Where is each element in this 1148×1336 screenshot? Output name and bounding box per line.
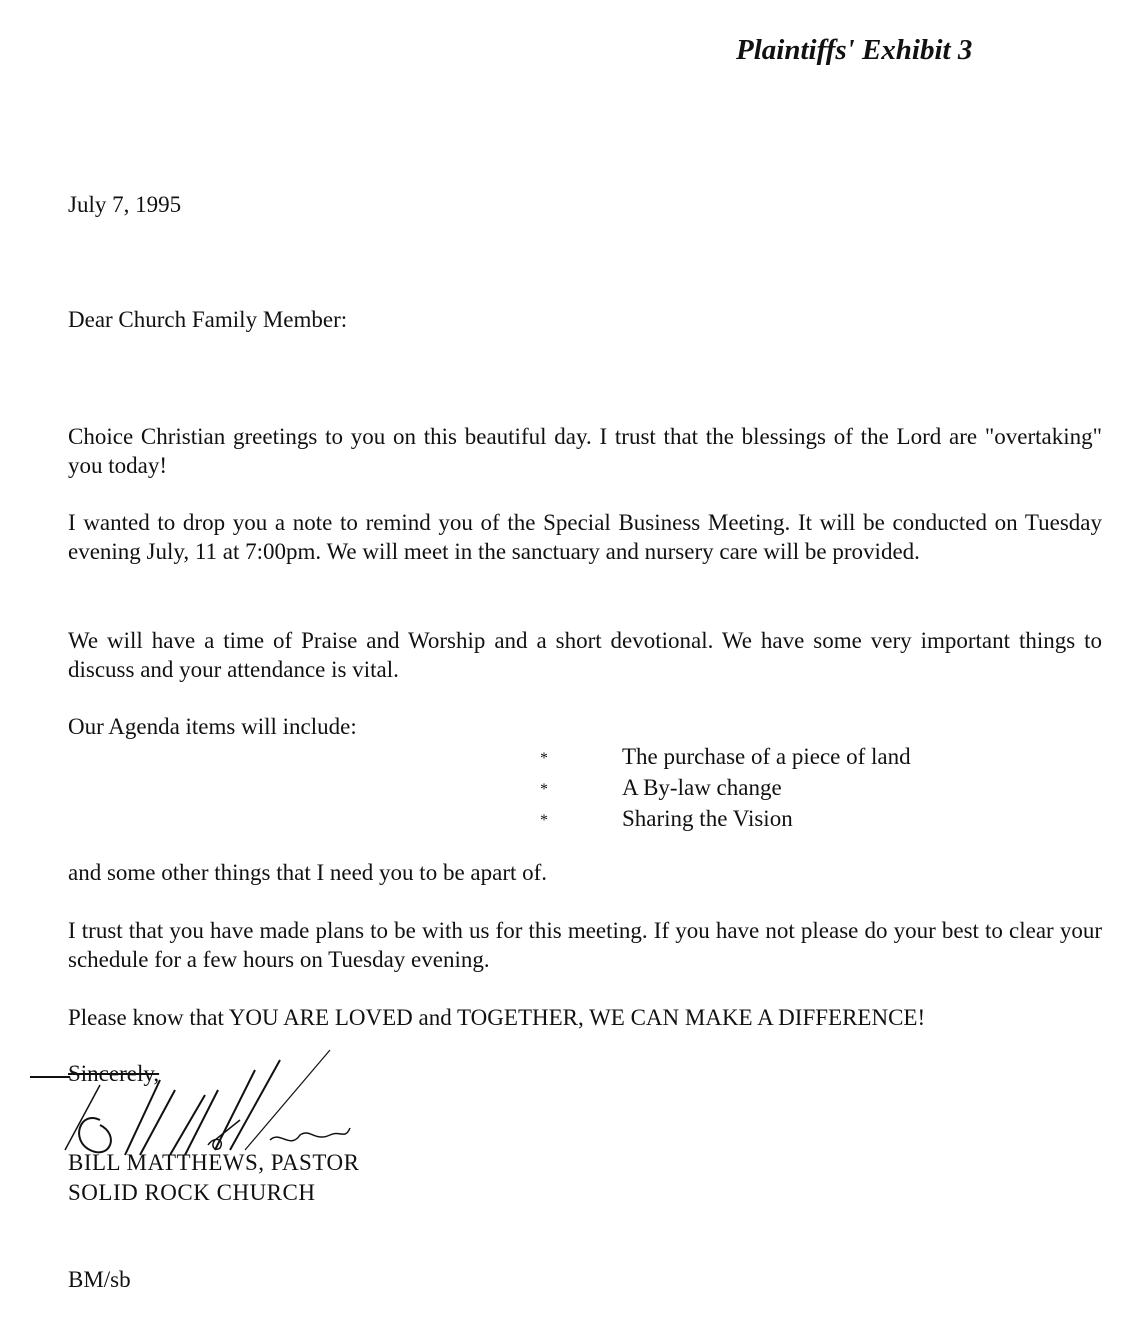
asterisk-bullet-icon: * — [540, 781, 548, 798]
salutation: Dear Church Family Member: — [68, 307, 348, 332]
paragraph-meeting-reminder: I wanted to drop you a note to remind you of the Special Business Meeting. It will be conducted on Tuesday evening July, 11 at 7:00pm. We will meet in the sanctuary and nursery care will be provided. — [68, 510, 1102, 564]
agenda-list — [540, 742, 911, 835]
paragraph-other-things: and some other things that I need you to be apart of. — [68, 860, 548, 885]
paragraph-plans: I trust that you have made plans to be with us for this meeting. If you have not please do your best to clear your schedule for a few hours on Tuesday evening. — [68, 918, 1102, 972]
closing: Sincerely, — [68, 1061, 160, 1086]
letter-date: July 7, 1995 — [68, 192, 182, 217]
exhibit-label: Plaintiffs' Exhibit 3 — [736, 34, 973, 66]
agenda-item-text: The purchase of a piece of land — [622, 744, 911, 769]
asterisk-bullet-icon: * — [540, 750, 548, 767]
paragraph-agenda-intro: Our Agenda items will include: — [68, 714, 357, 739]
agenda-item — [540, 773, 911, 804]
agenda-item-text: A By-law change — [622, 775, 782, 800]
agenda-item — [540, 804, 911, 835]
agenda-item — [540, 742, 911, 773]
asterisk-bullet-icon: * — [540, 812, 548, 829]
agenda-item-text: Sharing the Vision — [622, 806, 793, 831]
paragraph-worship: We will have a time of Praise and Worship and a short devotional. We have some very important things to discuss and your attendance is vital. — [68, 628, 1102, 682]
typist-initials: BM/sb — [68, 1267, 131, 1292]
paragraph-loved: Please know that YOU ARE LOVED and TOGETHER, WE CAN MAKE A DIFFERENCE! — [68, 1005, 926, 1030]
paragraph-greeting: Choice Christian greetings to you on this beautiful day. I trust that the blessings of the Lord are "overtaking" you today! — [68, 424, 1102, 478]
signer-name: BILL MATTHEWS, PASTOR — [68, 1150, 360, 1175]
signer-organization: SOLID ROCK CHURCH — [68, 1180, 316, 1205]
